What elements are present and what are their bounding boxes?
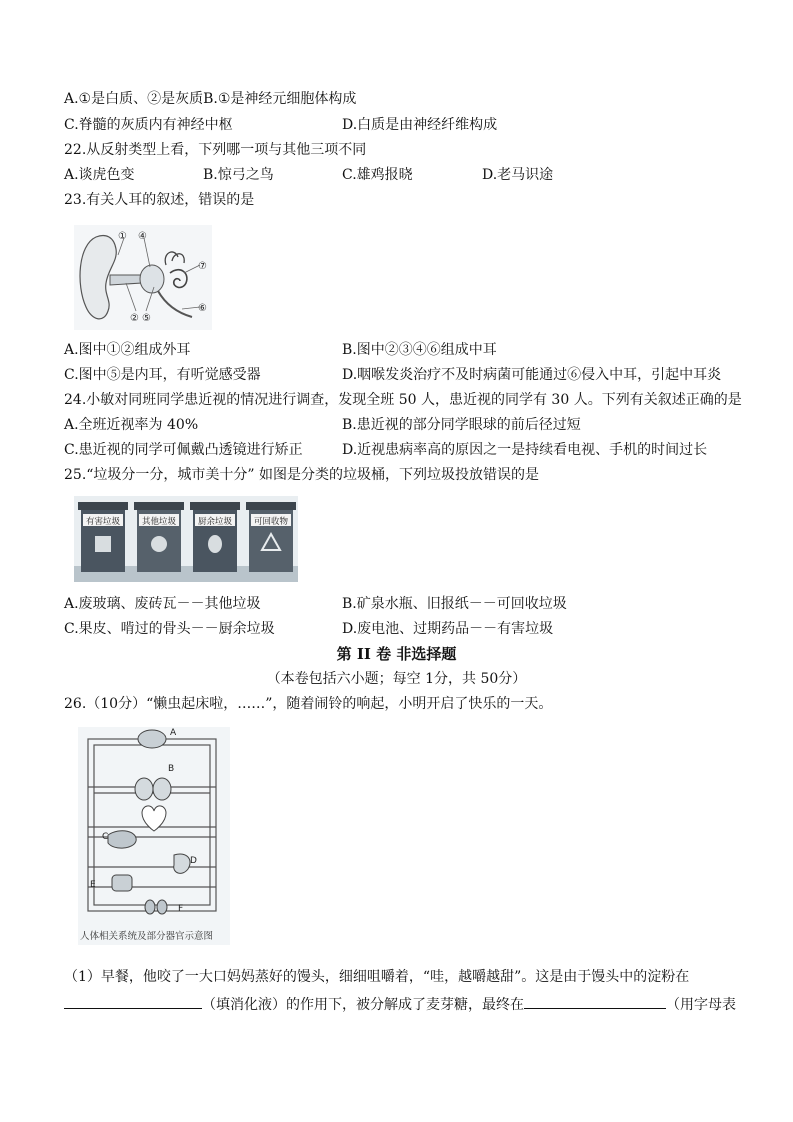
body-label-a: A [170,728,177,738]
ear-label-1: ① [118,231,127,242]
q22-option-a: A.谈虎色变 [64,167,135,183]
ear-label-5: ⑤ [142,313,151,324]
bin-label-other: 其他垃圾 [141,517,177,527]
bin-other [134,502,184,572]
body-systems-figure [78,727,230,945]
ear-label-2: ② [130,313,139,324]
q26-stem: 26.（10分）“懒虫起床啦，……”，随着闹铃的响起，小明开启了快乐的一天。 [64,696,553,712]
bin-label-kitchen: 厨余垃圾 [197,517,233,527]
bin-kitchen [190,502,240,572]
bin-label-hazardous: 有害垃圾 [85,517,121,527]
q26-sub1-line1: （1）早餐，他咬了一大口妈妈蒸好的馒头，细细咀嚼着，“哇，越嚼越甜”。这是由于馒头中的淀粉在 [64,969,690,985]
bin-hazardous [78,502,128,572]
liver-shape [108,831,136,848]
q23-stem: 23.有关人耳的叙述，错误的是 [64,192,255,208]
middle-ear-shape [140,265,164,293]
q25-option-c: C.果皮、啃过的骨头－－厨余垃圾 [64,621,275,637]
q25-stem: 25.“垃圾分一分，城市美十分” 如图是分类的垃圾桶，下列垃圾投放错误的是 [64,467,540,483]
q23-option-a: A.图中①②组成外耳 [64,342,191,358]
body-systems-diagram [78,727,230,945]
intestine-shape [112,875,132,891]
left-lung-shape [135,778,153,800]
right-lung-shape [153,778,171,800]
stomach-shape [174,854,190,873]
q26-sub1-text3: （用字母表 [666,997,736,1013]
brain-shape [138,730,166,748]
body-label-e: E [90,880,96,890]
q24-stem: 24.小敏对同班同学患近视的情况进行调查，发现全班 50 人，患近视的同学有 30 人。下列有关叙述正确的是 [64,392,742,408]
q25-option-a: A.废玻璃、废砖瓦－－其他垃圾 [64,596,261,612]
q23-option-d: D.咽喉发炎治疗不及时病菌可能通过⑥侵入中耳，引起中耳炎 [342,367,722,383]
q23-option-c: C.图中⑤是内耳，有听觉感受器 [64,367,261,383]
body-label-f: F [178,904,184,914]
ear-label-6: ⑥ [198,303,207,314]
trash-bins-figure [74,496,298,582]
body-label-b: B [168,764,175,774]
q24-option-b: B.患近视的部分同学眼球的前后径过短 [342,417,581,433]
bin-label-recyclable: 可回收物 [253,517,289,527]
q25-option-d: D.废电池、过期药品－－有害垃圾 [342,621,554,637]
body-label-c: C [102,832,109,842]
q26-sub1-line2 [64,994,736,1014]
ear-label-7: ⑦ [198,261,207,272]
q22-option-d: D.老马识途 [482,167,554,183]
q24-option-d: D.近视患病率高的原因之一是持续看电视、手机的时间过长 [342,442,708,458]
answer-blank-1[interactable] [64,994,202,1009]
q22-stem: 22.从反射类型上看，下列哪一项与其他三项不同 [64,142,367,158]
q23-option-b: B.图中②③④⑥组成中耳 [342,342,497,358]
bin-recyclable [246,502,296,572]
left-kidney-shape [145,900,155,914]
eustachian-tube-shape [158,291,192,317]
body-label-d: D [190,856,197,866]
body-figure-caption: 人体相关系统及部分器官示意图 [80,931,214,942]
trash-bins-image [74,496,298,582]
answer-blank-2[interactable] [524,994,666,1009]
q22-option-c: C.雄鸡报晓 [342,167,413,183]
q24-option-a: A.全班近视率为 40% [64,417,199,433]
ear-label-4: ④ [138,231,147,242]
q22-option-b: B.惊弓之鸟 [203,167,274,183]
q21-option-d: D.白质是由神经纤维构成 [342,117,498,133]
right-kidney-shape [157,900,167,914]
section-subtitle: （本卷包括六小题；每空 1分，共 50分） [266,671,527,687]
q25-option-b: B.矿泉水瓶、旧报纸－－可回收垃圾 [342,596,567,612]
section-title: 第 II 卷 非选择题 [336,645,457,663]
q26-sub1-text2: （填消化液）的作用下，被分解成了麦芽糖，最终在 [202,997,524,1013]
ear-figure [74,225,212,330]
q21-option-a: A.①是白质、②是灰质B.①是神经元细胞体构成 [64,91,357,107]
q21-option-c: C.脊髓的灰质内有神经中枢 [64,117,233,133]
ear-diagram [74,225,212,330]
semicircular-canals-shape [165,252,184,265]
q24-option-c: C.患近视的同学可佩戴凸透镜进行矫正 [64,442,303,458]
